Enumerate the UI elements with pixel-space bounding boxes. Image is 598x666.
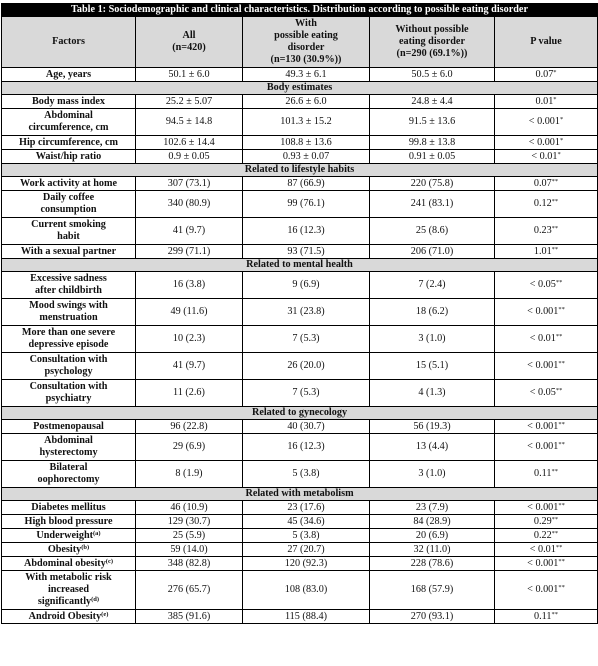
p-value-footnote-mark: ** [558, 501, 565, 509]
table-header-row [2, 17, 598, 68]
without-ed-value-cell: 270 (93.1) [370, 610, 495, 624]
section-title: Related to gynecology [2, 407, 598, 420]
all-value-cell: 385 (91.6) [136, 610, 243, 624]
without-ed-value-cell: 228 (78.6) [370, 557, 495, 571]
p-value: < 0.01 [529, 333, 556, 344]
header-with-line: With [295, 18, 317, 29]
section-title: Related to mental health [2, 259, 598, 272]
factor-label: Body mass index [31, 95, 106, 107]
without-ed-value-cell: 220 (75.8) [370, 177, 495, 191]
with-ed-value-cell: 5 (3.8) [243, 529, 370, 543]
p-value-footnote-mark: ** [551, 468, 558, 475]
without-ed-value-cell: 3 (1.0) [370, 461, 495, 488]
p-value-cell [495, 272, 598, 299]
without-ed-value-cell: 206 (71.0) [370, 245, 495, 259]
header-with-line: possible eating [274, 30, 338, 41]
header-all-line: All [182, 30, 196, 41]
factor-label: after childbirth [35, 285, 102, 296]
header-without-line: eating disorder [399, 36, 465, 47]
p-value-footnote-mark: * [553, 68, 557, 76]
factor-cell [2, 68, 136, 82]
all-value-cell: 41 (9.7) [136, 353, 243, 380]
without-ed-value-cell: 99.8 ± 13.8 [370, 136, 495, 150]
factor-cell [2, 557, 136, 571]
factor-cell [2, 191, 136, 218]
factor-label: Mood swings with [29, 300, 108, 311]
factor-cell [2, 434, 136, 461]
factor-cell [2, 501, 136, 515]
without-ed-value-cell: 241 (83.1) [370, 191, 495, 218]
without-ed-value-cell: 50.5 ± 6.0 [370, 68, 495, 82]
all-value-cell: 46 (10.9) [136, 501, 243, 515]
factor-cell [2, 420, 136, 434]
p-value-cell [495, 218, 598, 245]
p-value-cell [495, 191, 598, 218]
header-pvalue-label: P value [530, 36, 562, 47]
p-value-cell [495, 529, 598, 543]
without-ed-value-cell: 13 (4.4) [370, 434, 495, 461]
p-value-cell [495, 557, 598, 571]
p-value-footnote-mark: ** [555, 333, 563, 340]
table-row [2, 136, 598, 150]
factor-cell [2, 353, 136, 380]
factor-label: Obesity [47, 543, 82, 555]
p-value-footnote-mark: ** [551, 225, 559, 232]
with-ed-value-cell: 23 (17.6) [243, 501, 370, 515]
p-value-cell [495, 543, 598, 557]
p-value-footnote-mark: ** [551, 515, 559, 523]
factor-cell [2, 136, 136, 150]
table-caption: Table 1: Sociodemographic and clinical characteristics. Distribution according to possible eating disorder [2, 4, 598, 17]
header-pvalue [495, 17, 598, 68]
factor-cell [2, 543, 136, 557]
p-value-cell [495, 299, 598, 326]
with-ed-value-cell: 40 (30.7) [243, 420, 370, 434]
factor-cell [2, 177, 136, 191]
table-row [2, 218, 598, 245]
without-ed-value-cell: 20 (6.9) [370, 529, 495, 543]
with-ed-value-cell: 31 (23.8) [243, 299, 370, 326]
section-title: Body estimates [2, 82, 598, 95]
p-value: < 0.05 [529, 387, 556, 398]
factor-label: psychology [44, 366, 93, 377]
header-with-line: (n=130 (30.9%)) [270, 54, 342, 65]
with-ed-value-cell: 120 (92.3) [243, 557, 370, 571]
table-row [2, 380, 598, 407]
with-ed-value-cell: 108.8 ± 13.6 [243, 136, 370, 150]
p-value-cell [495, 610, 598, 624]
p-value-footnote-mark: ** [551, 198, 559, 205]
p-value-cell [495, 380, 598, 407]
factor-label: Bilateral [49, 462, 88, 473]
header-all [136, 17, 243, 68]
all-value-cell: 16 (3.8) [136, 272, 243, 299]
section-title: Related to lifestyle habits [2, 164, 598, 177]
factor-label: Daily coffee [42, 192, 95, 203]
without-ed-value-cell: 24.8 ± 4.4 [370, 95, 495, 109]
table-row [2, 245, 598, 259]
factor-label: Current smoking [31, 219, 106, 230]
factor-label: menstruation [39, 312, 98, 323]
all-value-cell: 11 (2.6) [136, 380, 243, 407]
p-value-cell [495, 461, 598, 488]
without-ed-value-cell: 0.91 ± 0.05 [370, 150, 495, 164]
table-row [2, 95, 598, 109]
all-value-cell: 41 (9.7) [136, 218, 243, 245]
p-value: 0.22 [533, 529, 552, 541]
factor-cell [2, 245, 136, 259]
section-header-row [2, 488, 598, 501]
factor-cell [2, 461, 136, 488]
with-ed-value-cell: 7 (5.3) [243, 380, 370, 407]
factor-label: Waist/hip ratio [35, 150, 102, 162]
with-ed-value-cell: 9 (6.9) [243, 272, 370, 299]
p-value-footnote-mark: ** [555, 279, 563, 286]
factor-label: Abdominal [44, 435, 93, 446]
all-value-cell: 307 (73.1) [136, 177, 243, 191]
p-value-footnote-mark: ** [558, 584, 565, 591]
table-row [2, 571, 598, 610]
with-ed-value-cell: 26 (20.0) [243, 353, 370, 380]
factor-label: Abdominal obesity [23, 557, 106, 569]
factor-cell [2, 299, 136, 326]
factor-label: psychiatry [45, 393, 92, 404]
p-value-footnote-mark: ** [558, 306, 565, 313]
p-value-footnote-mark: * [553, 95, 557, 103]
p-value-footnote-mark: ** [555, 387, 563, 394]
p-value: < 0.01 [529, 543, 556, 555]
all-value-cell: 299 (71.1) [136, 245, 243, 259]
all-value-cell: 348 (82.8) [136, 557, 243, 571]
p-value: < 0.001 [528, 136, 560, 148]
table-row [2, 191, 598, 218]
table-row [2, 461, 598, 488]
factor-label: Android Obesity [28, 610, 102, 622]
section-header-row [2, 164, 598, 177]
p-value: < 0.001 [527, 306, 559, 317]
with-ed-value-cell: 99 (76.1) [243, 191, 370, 218]
p-value: 0.07 [533, 177, 552, 189]
all-value-cell: 50.1 ± 6.0 [136, 68, 243, 82]
with-ed-value-cell: 5 (3.8) [243, 461, 370, 488]
factor-label: Abdominal [44, 110, 93, 121]
header-without [370, 17, 495, 68]
p-value-footnote-mark: ** [558, 420, 565, 428]
p-value-footnote-mark: ** [558, 557, 565, 565]
p-value-footnote-mark: ** [555, 543, 563, 551]
factor-label: habit [57, 231, 80, 242]
all-value-cell: 276 (65.7) [136, 571, 243, 610]
p-value: 0.23 [533, 225, 552, 236]
p-value: 0.07 [535, 68, 554, 80]
factor-label: increased [47, 584, 90, 595]
with-ed-value-cell: 49.3 ± 6.1 [243, 68, 370, 82]
p-value-cell [495, 68, 598, 82]
p-value-footnote-mark: * [557, 150, 561, 158]
p-value: < 0.001 [527, 501, 559, 513]
all-value-cell: 25 (5.9) [136, 529, 243, 543]
without-ed-value-cell: 56 (19.3) [370, 420, 495, 434]
p-value: 0.01 [535, 95, 554, 107]
table-row [2, 353, 598, 380]
table-body [2, 68, 598, 624]
p-value-cell [495, 515, 598, 529]
without-ed-value-cell: 32 (11.0) [370, 543, 495, 557]
section-header-row [2, 82, 598, 95]
p-value: 1.01 [533, 245, 552, 257]
p-value-cell [495, 501, 598, 515]
with-ed-value-cell: 115 (88.4) [243, 610, 370, 624]
factor-cell [2, 610, 136, 624]
p-value-cell [495, 150, 598, 164]
table-caption-row [2, 4, 598, 17]
p-value-footnote-mark: * [560, 116, 564, 123]
factor-label: circumference, cm [28, 122, 109, 133]
factor-cell [2, 95, 136, 109]
all-value-cell: 102.6 ± 14.4 [136, 136, 243, 150]
table-row [2, 529, 598, 543]
factor-cell [2, 109, 136, 136]
without-ed-value-cell: 168 (57.9) [370, 571, 495, 610]
p-value-cell [495, 109, 598, 136]
without-ed-value-cell: 15 (5.1) [370, 353, 495, 380]
factor-cell [2, 218, 136, 245]
p-value: 0.11 [534, 468, 552, 479]
with-ed-value-cell: 27 (20.7) [243, 543, 370, 557]
factor-label: hysterectomy [39, 447, 98, 458]
with-ed-value-cell: 108 (83.0) [243, 571, 370, 610]
header-without-line: (n=290 (69.1%)) [396, 48, 468, 59]
p-value: < 0.001 [527, 420, 559, 432]
factor-cell [2, 272, 136, 299]
with-ed-value-cell: 16 (12.3) [243, 434, 370, 461]
p-value-cell [495, 434, 598, 461]
without-ed-value-cell: 4 (1.3) [370, 380, 495, 407]
table-row [2, 543, 598, 557]
table-row [2, 272, 598, 299]
all-value-cell: 59 (14.0) [136, 543, 243, 557]
p-value-footnote-mark: ** [551, 177, 559, 185]
p-value-cell [495, 136, 598, 150]
all-value-cell: 8 (1.9) [136, 461, 243, 488]
without-ed-value-cell: 7 (2.4) [370, 272, 495, 299]
p-value-cell [495, 353, 598, 380]
table-row [2, 557, 598, 571]
factor-cell [2, 515, 136, 529]
p-value-cell [495, 245, 598, 259]
table-container [1, 3, 597, 624]
factor-label: Underweight [36, 529, 93, 541]
section-title: Related with metabolism [2, 488, 598, 501]
header-factors [2, 17, 136, 68]
factor-footnote-mark: (a) [93, 529, 101, 537]
header-with-line: disorder [287, 42, 325, 53]
with-ed-value-cell: 45 (34.6) [243, 515, 370, 529]
p-value: < 0.001 [527, 360, 559, 371]
p-value-footnote-mark: ** [551, 610, 558, 618]
without-ed-value-cell: 84 (28.9) [370, 515, 495, 529]
header-factors-label: Factors [52, 36, 85, 47]
p-value-cell [495, 420, 598, 434]
all-value-cell: 340 (80.9) [136, 191, 243, 218]
p-value-cell [495, 571, 598, 610]
p-value: 0.29 [533, 515, 552, 527]
with-ed-value-cell: 26.6 ± 6.0 [243, 95, 370, 109]
all-value-cell: 94.5 ± 14.8 [136, 109, 243, 136]
p-value-footnote-mark: * [560, 136, 564, 144]
p-value: 0.12 [533, 198, 552, 209]
all-value-cell: 0.9 ± 0.05 [136, 150, 243, 164]
header-all-line: (n=420) [172, 42, 206, 53]
characteristics-table [1, 3, 598, 624]
table-row [2, 515, 598, 529]
p-value-cell [495, 326, 598, 353]
factor-label: significantly [37, 596, 92, 607]
header-without-line: Without possible [395, 24, 469, 35]
table-row [2, 109, 598, 136]
table-row [2, 501, 598, 515]
table-row [2, 326, 598, 353]
factor-label: Work activity at home [19, 177, 118, 189]
p-value: < 0.001 [527, 584, 559, 595]
with-ed-value-cell: 7 (5.3) [243, 326, 370, 353]
factor-label: With a sexual partner [20, 245, 117, 257]
factor-label: Diabetes mellitus [31, 501, 106, 513]
factor-footnote-mark: (d) [91, 596, 100, 603]
header-with [243, 17, 370, 68]
factor-label: Hip circumference, cm [19, 136, 118, 148]
with-ed-value-cell: 16 (12.3) [243, 218, 370, 245]
table-row [2, 420, 598, 434]
table-row [2, 299, 598, 326]
without-ed-value-cell: 23 (7.9) [370, 501, 495, 515]
with-ed-value-cell: 93 (71.5) [243, 245, 370, 259]
p-value: < 0.01 [531, 150, 558, 162]
p-value-cell [495, 177, 598, 191]
section-header-row [2, 259, 598, 272]
without-ed-value-cell: 91.5 ± 13.6 [370, 109, 495, 136]
factor-cell [2, 150, 136, 164]
factor-label: Excessive sadness [30, 273, 107, 284]
without-ed-value-cell: 25 (8.6) [370, 218, 495, 245]
table-row [2, 150, 598, 164]
factor-cell [2, 529, 136, 543]
all-value-cell: 96 (22.8) [136, 420, 243, 434]
table-row [2, 434, 598, 461]
all-value-cell: 129 (30.7) [136, 515, 243, 529]
factor-label: More than one severe [21, 327, 116, 338]
p-value: 0.11 [534, 610, 552, 622]
factor-label: High blood pressure [24, 515, 113, 527]
factor-cell [2, 380, 136, 407]
factor-footnote-mark: (b) [81, 543, 90, 551]
all-value-cell: 25.2 ± 5.07 [136, 95, 243, 109]
factor-label: oophorectomy [37, 474, 100, 485]
factor-footnote-mark: (c) [105, 557, 114, 565]
factor-label: Postmenopausal [33, 420, 104, 432]
p-value-footnote-mark: ** [558, 360, 565, 367]
with-ed-value-cell: 87 (66.9) [243, 177, 370, 191]
factor-cell [2, 571, 136, 610]
p-value-footnote-mark: ** [558, 441, 565, 448]
with-ed-value-cell: 101.3 ± 15.2 [243, 109, 370, 136]
factor-footnote-mark: (e) [101, 610, 109, 618]
table-row [2, 177, 598, 191]
p-value: < 0.05 [529, 279, 556, 290]
with-ed-value-cell: 0.93 ± 0.07 [243, 150, 370, 164]
p-value: < 0.001 [528, 116, 560, 127]
without-ed-value-cell: 3 (1.0) [370, 326, 495, 353]
p-value-cell [495, 95, 598, 109]
factor-cell [2, 326, 136, 353]
factor-label: Consultation with [29, 354, 108, 365]
all-value-cell: 10 (2.3) [136, 326, 243, 353]
factor-label: Age, years [45, 68, 92, 80]
all-value-cell: 29 (6.9) [136, 434, 243, 461]
all-value-cell: 49 (11.6) [136, 299, 243, 326]
p-value-footnote-mark: ** [551, 245, 559, 253]
without-ed-value-cell: 18 (6.2) [370, 299, 495, 326]
table-row [2, 610, 598, 624]
p-value: < 0.001 [527, 441, 559, 452]
p-value: < 0.001 [527, 557, 559, 569]
table-row [2, 68, 598, 82]
factor-label: Consultation with [29, 381, 108, 392]
section-header-row [2, 407, 598, 420]
factor-label: With metabolic risk [25, 572, 112, 583]
factor-label: consumption [40, 204, 97, 215]
factor-label: depressive episode [28, 339, 109, 350]
p-value-footnote-mark: ** [551, 529, 559, 537]
